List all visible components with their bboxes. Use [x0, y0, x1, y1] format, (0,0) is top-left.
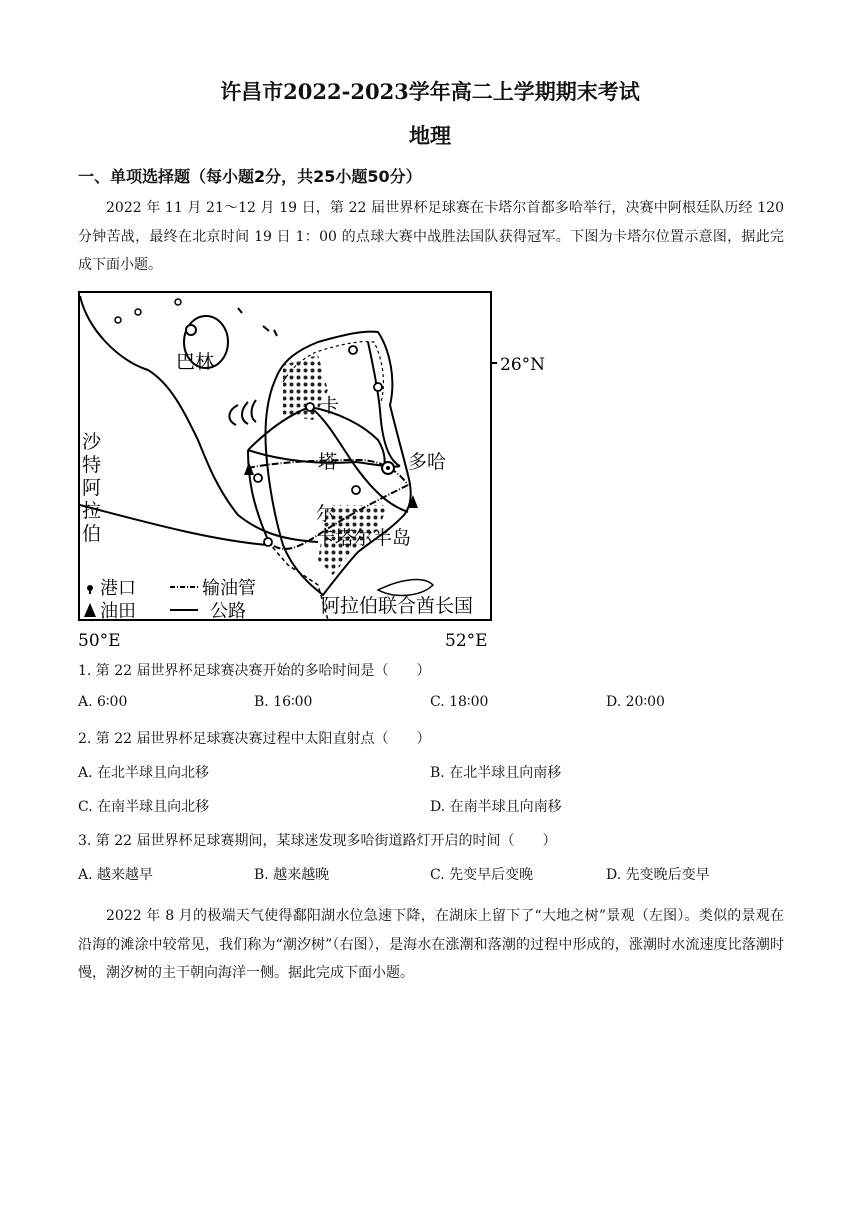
subject-title: 地理 [409, 123, 451, 148]
q2-option-c: C. 在南半球且向北移 [78, 799, 210, 815]
question-3-stem: 3. 第 22 届世界杯足球赛期间，某球迷发现多哈街道路灯开启的时间（ ） [78, 833, 557, 849]
legend-port: 港口 [100, 578, 136, 599]
gulf-coastline [80, 296, 318, 542]
section-heading: 一、单项选择题（每小题2分，共25小题50分） [78, 167, 422, 186]
q1-option-a: A. 6∶00 [78, 694, 128, 710]
q3-option-a: A. 越来越早 [78, 867, 154, 883]
q2-option-b: B. 在北半球且向南移 [430, 765, 562, 781]
passage-2: 2022 年 8 月的极端天气使得鄱阳湖水位急速下降，在湖床上留下了“大地之树”景观（左图）。类似的景观在沿海的滩涂中较常见，我们称为“潮汐树”（右图），是海水在涨潮和落潮的过程中形成的，涨潮时水流速度比落潮时慢，潮汐树的主干朝向海洋一侧。据此完成下面小题。 [78, 908, 784, 981]
label-lon-left: 50°E [78, 631, 121, 651]
label-saudi-3: 阿 [82, 477, 102, 499]
question-1-stem: 1. 第 22 届世界杯足球赛决赛开始的多哈时间是（ ） [78, 663, 431, 679]
label-lat: 26°N [500, 355, 546, 375]
q3-option-c: C. 先变早后变晚 [430, 867, 534, 883]
q1-option-d: D. 20∶00 [606, 694, 665, 710]
question-2-stem: 2. 第 22 届世界杯足球赛决赛过程中太阳直射点（ ） [78, 731, 431, 747]
legend-oilfield: 油田 [100, 601, 136, 622]
label-bahrain: 巴林 [176, 351, 215, 373]
map-legend [84, 578, 256, 622]
q3-option-d: D. 先变晚后变早 [606, 867, 710, 883]
label-qatar-2: 塔 [318, 451, 338, 473]
document-title: 许昌市2022-2023学年高二上学期期末考试 [220, 79, 640, 104]
label-saudi-4: 拉 [82, 500, 102, 522]
passage-1: 2022 年 11 月 21～12 月 19 日，第 22 届世界杯足球赛在卡塔尔首都多哈举行，决赛中阿根廷队历经 120 分钟苦战，最终在北京时间 19 日 1：00 的点球大赛中战胜法国队获得冠军。下图为卡塔尔位置示意图，据此完成下面小题。 [78, 200, 784, 273]
label-qatar-3: 尔 [316, 503, 336, 525]
label-peninsula: 卡塔尔半岛 [316, 527, 412, 549]
legend-road: 公路 [210, 601, 246, 622]
q2-option-d: D. 在南半球且向南移 [430, 799, 562, 815]
q1-option-c: C. 18∶00 [430, 694, 489, 710]
label-qatar-1: 卡 [320, 395, 340, 417]
label-saudi-1: 沙 [82, 431, 102, 453]
q3-option-b: B. 越来越晚 [254, 867, 330, 883]
label-lon-right: 52°E [445, 631, 488, 651]
legend-pipeline: 输油管 [202, 578, 256, 599]
oilfield-west [244, 462, 254, 475]
label-doha: 多哈 [408, 451, 447, 473]
label-saudi-5: 伯 [82, 523, 102, 545]
q1-option-b: B. 16∶00 [254, 694, 313, 710]
qatar-location-map [78, 290, 548, 652]
border-uae [268, 542, 328, 620]
label-uae: 阿拉伯联合酋长国 [321, 595, 474, 617]
q2-option-a: A. 在北半球且向北移 [78, 765, 210, 781]
label-saudi-2: 特 [82, 454, 102, 476]
